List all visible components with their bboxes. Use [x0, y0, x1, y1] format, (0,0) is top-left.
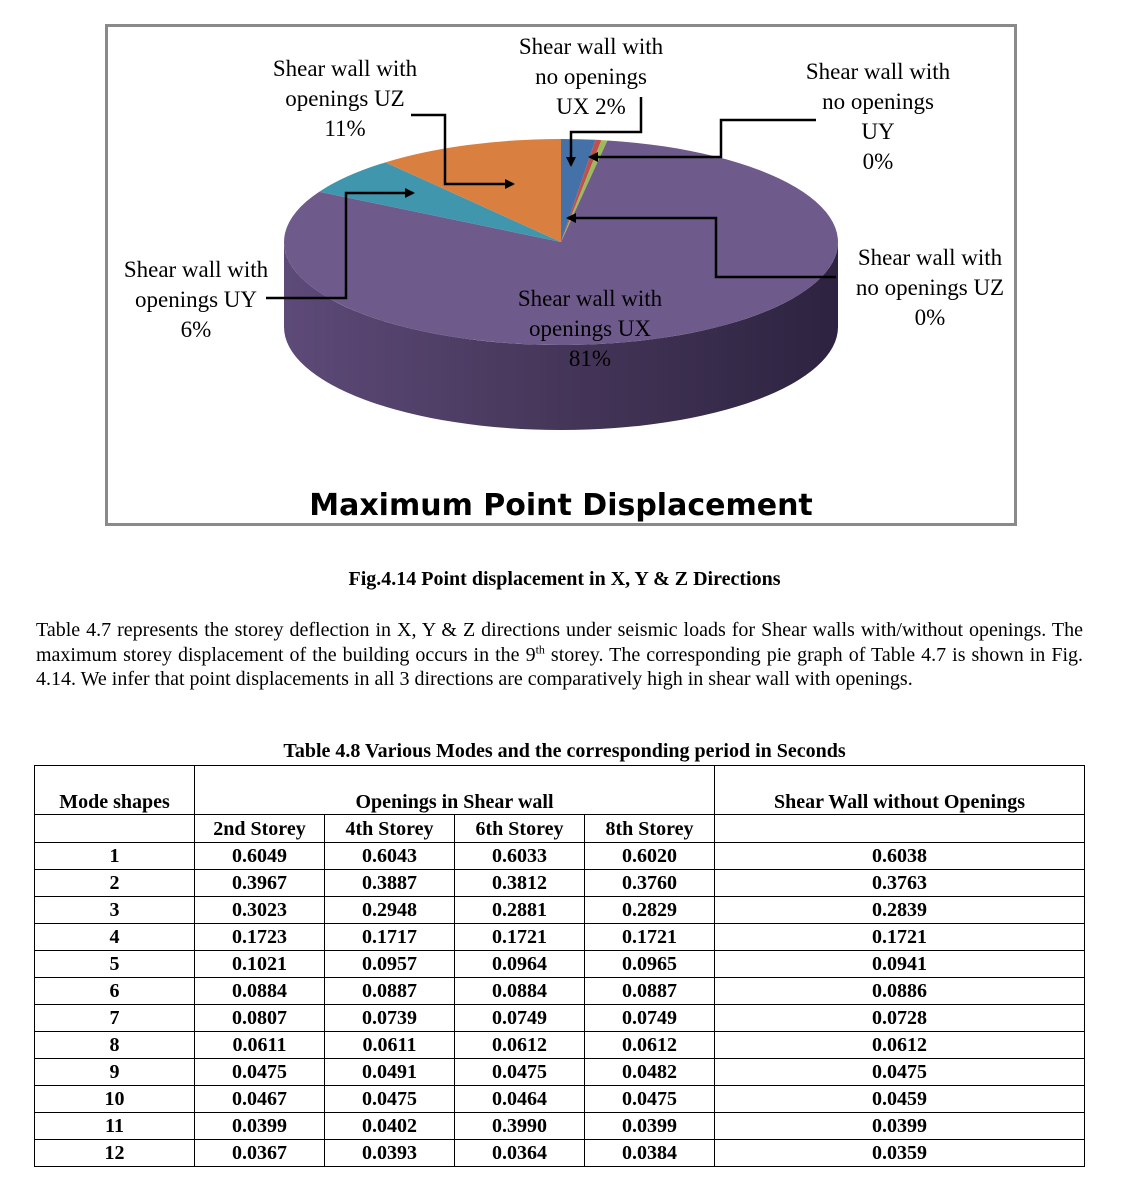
- period-6th-storey: 0.0964: [455, 951, 585, 978]
- data-label-line: 81%: [568, 346, 612, 371]
- table-caption: Table 4.8 Various Modes and the corresponding period in Seconds: [283, 740, 846, 762]
- period-8th-storey: 0.1721: [585, 924, 715, 951]
- data-label-line: Shear wall with: [805, 59, 951, 84]
- data-label-line: 11%: [324, 116, 366, 141]
- period-2nd-storey: 0.0884: [195, 978, 325, 1005]
- period-6th-storey: 0.3990: [455, 1113, 585, 1140]
- subheader-2nd-storey: 2nd Storey: [195, 815, 325, 843]
- pie-chart: [108, 27, 1014, 523]
- mode-number: 9: [35, 1059, 195, 1086]
- period-without-openings: 0.0475: [715, 1059, 1085, 1086]
- period-8th-storey: 0.0612: [585, 1032, 715, 1059]
- table-row: [35, 951, 1085, 978]
- data-label-line: openings UY: [134, 287, 258, 312]
- mode-number: 1: [35, 843, 195, 870]
- period-8th-storey: 0.3760: [585, 870, 715, 897]
- period-4th-storey: 0.3887: [325, 870, 455, 897]
- data-label-line: Shear wall with: [123, 257, 269, 282]
- data-label-line: Shear wall with: [272, 56, 418, 81]
- data-label-line: 6%: [180, 317, 212, 342]
- period-2nd-storey: 0.0399: [195, 1113, 325, 1140]
- period-4th-storey: 0.0739: [325, 1005, 455, 1032]
- header-mode-shapes: Mode shapes: [35, 766, 195, 815]
- subheader-8th-storey: 8th Storey: [585, 815, 715, 843]
- period-2nd-storey: 0.1723: [195, 924, 325, 951]
- mode-number: 4: [35, 924, 195, 951]
- data-label-line: openings UX: [528, 316, 652, 341]
- subheader-blank: [35, 815, 195, 843]
- table-row: [35, 1032, 1085, 1059]
- period-4th-storey: 0.0957: [325, 951, 455, 978]
- period-without-openings: 0.0612: [715, 1032, 1085, 1059]
- mode-number: 2: [35, 870, 195, 897]
- period-4th-storey: 0.0475: [325, 1086, 455, 1113]
- paragraph-superscript: th: [535, 641, 545, 656]
- period-8th-storey: 0.0384: [585, 1140, 715, 1167]
- data-label-line: UY: [861, 119, 895, 144]
- period-without-openings: 0.0941: [715, 951, 1085, 978]
- period-without-openings: 0.2839: [715, 897, 1085, 924]
- table-row: [35, 978, 1085, 1005]
- period-6th-storey: 0.0612: [455, 1032, 585, 1059]
- data-label-line: Shear wall with: [517, 286, 663, 311]
- header-openings-group: Openings in Shear wall: [195, 766, 715, 815]
- data-label-line: Shear wall with: [857, 245, 1003, 270]
- period-8th-storey: 0.0887: [585, 978, 715, 1005]
- period-6th-storey: 0.0475: [455, 1059, 585, 1086]
- period-6th-storey: 0.2881: [455, 897, 585, 924]
- period-2nd-storey: 0.3967: [195, 870, 325, 897]
- period-2nd-storey: 0.3023: [195, 897, 325, 924]
- period-without-openings: 0.6038: [715, 843, 1085, 870]
- period-6th-storey: 0.0884: [455, 978, 585, 1005]
- data-label-noy: [806, 59, 951, 174]
- period-2nd-storey: 0.0475: [195, 1059, 325, 1086]
- period-4th-storey: 0.2948: [325, 897, 455, 924]
- period-8th-storey: 0.6020: [585, 843, 715, 870]
- period-without-openings: 0.0359: [715, 1140, 1085, 1167]
- pie-group: [284, 139, 838, 430]
- period-8th-storey: 0.2829: [585, 897, 715, 924]
- table-row: [35, 1005, 1085, 1032]
- data-label-line: Shear wall with: [518, 34, 664, 59]
- mode-number: 7: [35, 1005, 195, 1032]
- mode-number: 12: [35, 1140, 195, 1167]
- table-header-row: [35, 766, 1085, 815]
- period-8th-storey: 0.0749: [585, 1005, 715, 1032]
- data-label-line: openings UZ: [285, 86, 405, 111]
- mode-number: 5: [35, 951, 195, 978]
- period-6th-storey: 0.0364: [455, 1140, 585, 1167]
- mode-number: 3: [35, 897, 195, 924]
- table-row: [35, 870, 1085, 897]
- figure-caption: Fig.4.14 Point displacement in X, Y & Z Directions: [348, 568, 781, 590]
- period-4th-storey: 0.0611: [325, 1032, 455, 1059]
- data-label-line: no openings UZ: [855, 275, 1005, 300]
- mode-number: 11: [35, 1113, 195, 1140]
- data-label-line: UX 2%: [556, 94, 626, 119]
- table-row: [35, 924, 1085, 951]
- pie-chart-frame: [105, 24, 1017, 526]
- period-8th-storey: 0.0399: [585, 1113, 715, 1140]
- period-without-openings: 0.0728: [715, 1005, 1085, 1032]
- period-4th-storey: 0.6043: [325, 843, 455, 870]
- period-6th-storey: 0.3812: [455, 870, 585, 897]
- table-row: [35, 1140, 1085, 1167]
- period-4th-storey: 0.0491: [325, 1059, 455, 1086]
- period-8th-storey: 0.0965: [585, 951, 715, 978]
- period-6th-storey: 0.6033: [455, 843, 585, 870]
- table-row: [35, 1086, 1085, 1113]
- period-2nd-storey: 0.0467: [195, 1086, 325, 1113]
- period-without-openings: 0.0886: [715, 978, 1085, 1005]
- period-6th-storey: 0.1721: [455, 924, 585, 951]
- table-row: [35, 1113, 1085, 1140]
- period-without-openings: 0.0459: [715, 1086, 1085, 1113]
- table-row: [35, 843, 1085, 870]
- mode-number: 6: [35, 978, 195, 1005]
- subheader-4th-storey: 4th Storey: [325, 815, 455, 843]
- period-8th-storey: 0.0482: [585, 1059, 715, 1086]
- period-4th-storey: 0.0402: [325, 1113, 455, 1140]
- data-label-opz: [273, 56, 418, 141]
- period-2nd-storey: 0.0807: [195, 1005, 325, 1032]
- period-4th-storey: 0.0393: [325, 1140, 455, 1167]
- mode-number: 8: [35, 1032, 195, 1059]
- paragraph-text-1: Table 4.7 represents the storey deflection in X, Y & Z directions under seismic loads for Shear walls with/without openings. The maximum storey displacement of the building occurs in the 9: [36, 619, 1083, 666]
- paragraph-text-2: storey. The corresponding pie graph of Table 4.7 is shown in Fig. 4.14. We infer that point displacements in all 3 directions are comparatively high in shear wall with openings.: [36, 643, 1084, 690]
- data-label-line: 0%: [914, 305, 946, 330]
- header-without-openings: Shear Wall without Openings: [715, 766, 1085, 815]
- body-paragraph: [36, 618, 1083, 692]
- data-label-opy: [124, 257, 269, 342]
- period-without-openings: 0.1721: [715, 924, 1085, 951]
- period-2nd-storey: 0.6049: [195, 843, 325, 870]
- period-4th-storey: 0.0887: [325, 978, 455, 1005]
- data-label-line: no openings: [822, 89, 934, 114]
- table-row: [35, 1059, 1085, 1086]
- period-without-openings: 0.3763: [715, 870, 1085, 897]
- period-6th-storey: 0.0464: [455, 1086, 585, 1113]
- subheader-6th-storey: 6th Storey: [455, 815, 585, 843]
- table-row: [35, 897, 1085, 924]
- modes-table: [34, 765, 1085, 1167]
- period-8th-storey: 0.0475: [585, 1086, 715, 1113]
- data-label-line: no openings: [535, 64, 647, 89]
- subheader-blank: [715, 815, 1085, 843]
- period-4th-storey: 0.1717: [325, 924, 455, 951]
- table-subheader-row: [35, 815, 1085, 843]
- period-without-openings: 0.0399: [715, 1113, 1085, 1140]
- data-label-noz: [856, 245, 1004, 330]
- mode-number: 10: [35, 1086, 195, 1113]
- period-2nd-storey: 0.0367: [195, 1140, 325, 1167]
- period-6th-storey: 0.0749: [455, 1005, 585, 1032]
- data-label-line: 0%: [862, 149, 894, 174]
- period-2nd-storey: 0.0611: [195, 1032, 325, 1059]
- period-2nd-storey: 0.1021: [195, 951, 325, 978]
- chart-title: Maximum Point Displacement: [309, 488, 813, 523]
